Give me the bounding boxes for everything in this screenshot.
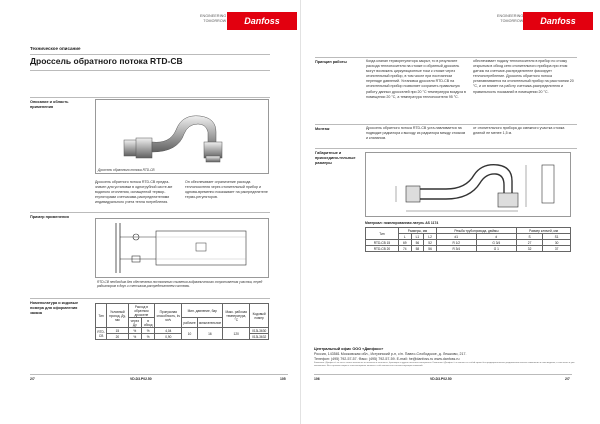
application-scheme: [95, 218, 269, 278]
sub-header: d1: [436, 234, 476, 240]
cell: 69: [398, 240, 411, 246]
description-col2: Он обеспечивает ограничение расхода теплоносителя через отопительный прибор и однова-временно показывает на распределителе термо-регуляторов.: [185, 180, 268, 200]
sub-header: испытательное: [197, 318, 222, 328]
page-title: Дроссель обратного потока RTD-CB: [30, 56, 183, 66]
col-header: Макс. рабочая температура, °C: [223, 304, 250, 328]
sub-header: L: [398, 234, 411, 240]
col-header: Резьба трубопровода, дюймы: [436, 228, 516, 234]
col-header: Кодовый номер: [250, 304, 269, 328]
col-header: Размер ключей, мм: [516, 228, 570, 234]
col-header: Размеры, мм: [398, 228, 436, 234]
col-header: Расход в обратном дросселе: [128, 304, 155, 318]
col-header: Тип: [96, 304, 107, 328]
divider: [315, 124, 577, 125]
sub-header: L2: [424, 234, 437, 240]
section-label-operation: Принцип работы: [315, 60, 347, 64]
cell: %: [128, 334, 141, 340]
piping-diagram: [96, 219, 268, 277]
operation-col2: обеспечивает подачу теплоносителя в прибор по стояку открытым в обход сети отопительного прибора при этом датчик на счетчике-распределителе фиксирует теплопотребление. Дроссель обратного потока устанавливается на отопительный прибор на расстоянии 20 °C, и он влияет на работу счетчика-распределителя и правильность показаний в помещении 20 °C.: [473, 59, 574, 94]
footer-divider: [30, 374, 288, 375]
cell: 0,90: [155, 334, 182, 340]
cell: %: [128, 328, 141, 334]
office-contacts: [314, 347, 467, 362]
footer-code: VD.D3.P02.50: [130, 377, 152, 381]
cell: 52: [424, 240, 437, 246]
brand-tagline: ENGINEERING TOMORROW: [497, 14, 524, 23]
footer-number: 106: [314, 377, 320, 381]
cell: 20: [107, 334, 128, 340]
cell: 32: [516, 246, 542, 252]
office-title: Центральный офис ООО «Данфосс»: [314, 347, 384, 351]
section-label-dimensions: Габаритные и присоедини-тельные размеры: [315, 151, 356, 165]
cell: 120: [223, 328, 250, 340]
valve-dimension-diagram: [366, 153, 570, 216]
mount-col1: Дроссель обратного потока RTD-CB уста-навливается на подводке радиатора к выходу из радиатора между стояком и клапаном.: [366, 126, 466, 141]
office-address: Россия, 143581 Московская обл., Истринский р-н, с/п. Павло-Слободское, д. Лешково, 217.: [314, 352, 467, 356]
sub-header: L1: [411, 234, 424, 240]
danfoss-logo: Danfoss: [523, 12, 593, 30]
sub-header: S1: [543, 234, 571, 240]
scheme-caption: RTD-CB необходим для обеспечения постоянного снижения гидравлического сопротивления участка, перед радиатором в двух и счетчиком-распределителем системы.: [97, 280, 263, 289]
operation-col1: Когда клапан терморегулятора закрыт, то в результате расхода теплоносителя на стояке и обратный дроссель могут возникать циркуляционные токи к стояке через отопительный прибор, в том числе при постоянном перепаде давлений. Установка дросселя RTD-CB на отопительный прибор позволяет сохранить правильную работу данных дросселей при 20 °C температура воздуха в помещении 20 °C, а температура теплоносителя 95 °C.: [366, 59, 466, 99]
sub-header: рабочее: [182, 318, 197, 328]
brand-tagline: ENGINEERING TOMORROW: [200, 14, 227, 23]
sub-header: d: [476, 234, 516, 240]
cell: 4,04: [155, 328, 182, 334]
divider: [315, 148, 577, 149]
dimension-drawing: [365, 152, 571, 217]
cell: 74: [398, 246, 411, 252]
product-photo: [95, 99, 269, 174]
cell: 15: [107, 328, 128, 334]
cell: 56: [424, 246, 437, 252]
section-label-ordering: Номенклатура и кодовые номера для оформления заказа: [30, 301, 79, 315]
cell: R 1/2: [436, 240, 476, 246]
section-label-mount: Монтаж: [315, 127, 330, 131]
cell: %: [142, 334, 155, 340]
material-note: Материал: никелированная латунь AS 1174: [365, 221, 439, 225]
cell: 56: [411, 240, 424, 246]
description-col1: Дроссель обратного потока RTD-CB предна-значен для установки в однотрубной систе-ме водяного отопления, оснащенной термор-егуляторами счетчиками-распределителями индивидуального учета тепла потребления.: [95, 180, 173, 205]
col-header: Мин. давление, бар: [182, 304, 223, 318]
footer-page: 2/7: [30, 377, 35, 381]
section-label-application: Пример применения: [30, 215, 69, 219]
sub-header: в обход: [142, 318, 155, 328]
disclaimer: Компания «Данфосс» не несет ответственности за опечатки в каталогах, брошюрах и других печатных материалах. Компания «Данфосс» оставляет за собой право без предварительного уведомления вносить изменения в свои изделия, в том числе в уже заказанные. Все торговые марки в этом материале являются собственностью соответствующих компаний.: [314, 362, 575, 368]
divider: [30, 97, 270, 98]
divider: [30, 298, 270, 299]
sub-header: S: [516, 234, 542, 240]
cell: 30: [543, 240, 571, 246]
doc-type: Техническое описание: [30, 46, 81, 51]
danfoss-logo: Danfoss: [227, 12, 297, 30]
office-phone: Телефон: (495) 792-57-57. Факс: (495) 792-57-59. E-mail: he@danfoss.ru www.danfoss.ru: [314, 357, 460, 361]
cell: %: [142, 328, 155, 334]
cell: RTD-CB: [97, 329, 105, 338]
footer-page: 2/7: [565, 377, 570, 381]
col-header: Тип: [366, 228, 399, 240]
cell: R 3/4: [436, 246, 476, 252]
footer-divider: [314, 374, 572, 375]
cell: G 3/4: [476, 240, 516, 246]
cell: 013L3632: [250, 334, 269, 340]
dimensions-table: [365, 227, 571, 252]
divider: [30, 54, 270, 55]
photo-caption: Дроссель обратного потока RTD-CB: [98, 168, 155, 172]
cell: RTD-CB 15: [366, 240, 399, 246]
table-row: [366, 246, 571, 252]
mount-col2: от отопительного прибора до смежного участка стояка длиной не менее 1,5 м.: [473, 126, 565, 136]
footer-number: 105: [280, 377, 286, 381]
cell: 58: [411, 246, 424, 252]
footer-code: VD.D3.P02.50: [430, 377, 452, 381]
cell: RTD-CB 20: [366, 246, 399, 252]
sub-header: через Ду: [128, 318, 141, 328]
cell: 16: [197, 328, 222, 340]
ordering-table: [95, 303, 269, 340]
divider: [30, 212, 270, 213]
section-label-description: Описание и область применения: [30, 100, 69, 109]
cell: 37: [543, 246, 571, 252]
divider: [315, 57, 577, 58]
col-header: Пропускная способность, kv м³/ч: [155, 304, 182, 328]
cell: 013L3630: [250, 328, 269, 334]
cell: 27: [516, 240, 542, 246]
col-header: Условный проход, Ду, мм: [107, 304, 128, 328]
cell: G 1: [476, 246, 516, 252]
divider: [30, 70, 270, 71]
valve-illustration: [96, 100, 268, 173]
cell: 10: [182, 328, 197, 340]
